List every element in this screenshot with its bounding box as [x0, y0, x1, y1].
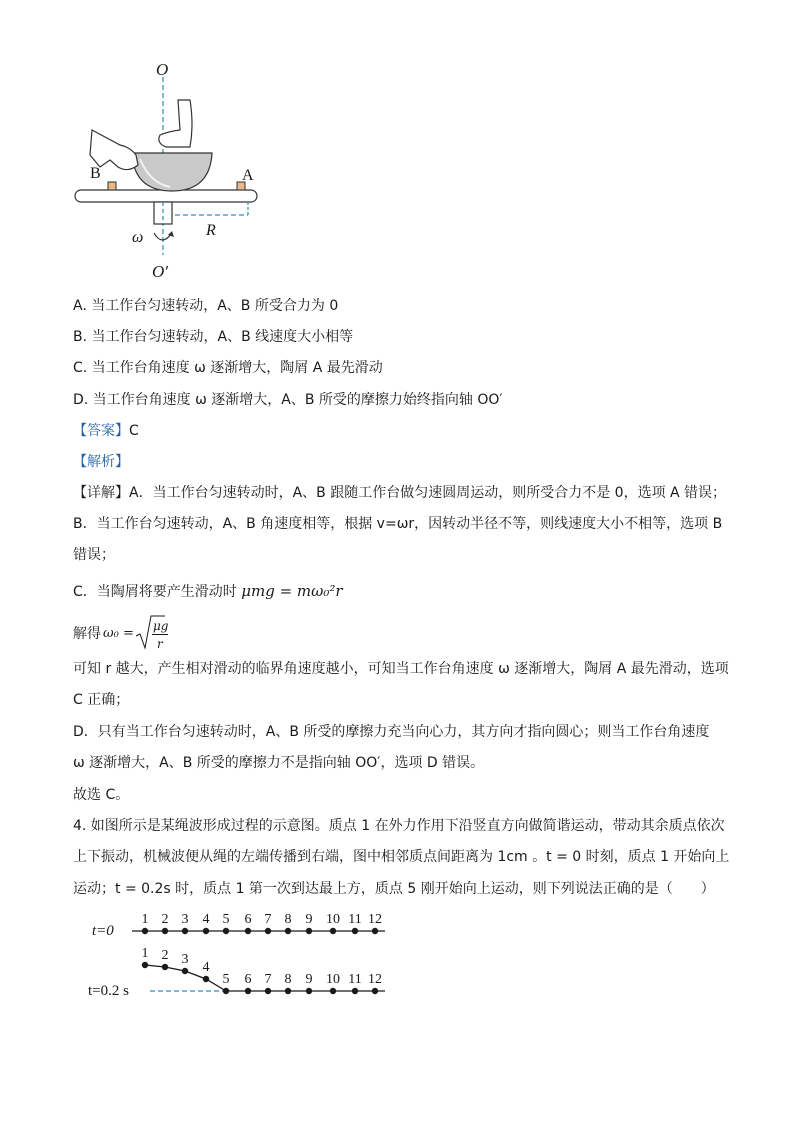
- particle-t02: [285, 988, 291, 994]
- particle-t02: [330, 988, 336, 994]
- particle-label-t02: 1: [141, 946, 149, 961]
- particle-label-t02: 2: [161, 948, 169, 963]
- particle-label-t0: 6: [244, 912, 252, 927]
- label-r: R: [206, 222, 216, 239]
- particle-label-t02: 4: [202, 960, 210, 975]
- rotating-table-diagram: [70, 55, 285, 285]
- particle-label-t0: 10: [326, 912, 340, 927]
- particle-label-t02: 5: [222, 972, 230, 987]
- particle-label-t0: 1: [141, 912, 149, 927]
- sqrt-numerator: μg: [153, 619, 169, 633]
- left-hand: [90, 130, 138, 170]
- answer-line: [73, 421, 139, 441]
- particle-label-t0: 9: [305, 912, 313, 927]
- detail-tag: 【详解】: [73, 485, 129, 501]
- particle-t0: [245, 928, 251, 934]
- particle-t0: [330, 928, 336, 934]
- particle-t0: [265, 928, 271, 934]
- particle-label-t0: 7: [264, 912, 272, 927]
- explanation-b-2: 错误；: [73, 547, 115, 563]
- particle-t02: [372, 988, 378, 994]
- particle-label-t02: 3: [181, 952, 189, 967]
- particle-t02: [203, 976, 209, 982]
- row-t02: [142, 946, 386, 994]
- explanation-c-3: 可知 r 越大，产生相对滑动的临界角速度越小，可知当工作台角速度 ω 逐渐增大，陶屑 A 最先滑动，选项: [73, 661, 729, 677]
- right-hand: [159, 100, 192, 147]
- particle-label-t02: 7: [264, 972, 272, 987]
- particle-label-t02: 12: [368, 972, 382, 987]
- particle-label-t02: 8: [284, 972, 292, 987]
- particle-t0: [306, 928, 312, 934]
- particle-t02: [352, 988, 358, 994]
- particle-label-t02: 11: [348, 972, 362, 987]
- particle-t0: [352, 928, 358, 934]
- row1-label: t=0: [92, 923, 114, 939]
- label-b: B: [90, 165, 101, 182]
- particle-label-t0: 4: [202, 912, 210, 927]
- particle-t02: [306, 988, 312, 994]
- particle-t0: [182, 928, 188, 934]
- question4-line1: 4. 如图所示是某绳波形成过程的示意图。质点 1 在外力作用下沿竖直方向做简谐运动，带动其余质点依次: [73, 818, 725, 834]
- option-c: C. 当工作台角速度 ω 逐渐增大，陶屑 A 最先滑动: [73, 360, 383, 376]
- particle-t02: [142, 962, 148, 968]
- bowl: [132, 153, 212, 191]
- particle-t02: [162, 964, 168, 970]
- option-a: A. 当工作台匀速转动，A、B 所受合力为 0: [73, 298, 339, 314]
- work-table: [75, 190, 257, 202]
- answer-value: C: [129, 423, 139, 439]
- particle-t02: [245, 988, 251, 994]
- particle-label-t0: 3: [181, 912, 189, 927]
- row-t0: [132, 912, 385, 934]
- option-b: B. 当工作台匀速转动，A、B 线速度大小相等: [73, 329, 354, 345]
- particle-label-t0: 11: [348, 912, 362, 927]
- answer-tag: 【答案】: [73, 423, 129, 439]
- formula-friction: μmg = mω₀²r: [241, 582, 343, 600]
- particle-t0: [372, 928, 378, 934]
- explanation-b-1: B．当工作台匀速转动，A、B 角速度相等，根据 v=ωr，因转动半径不等，则线速度大小不相等，选项 B: [73, 516, 723, 532]
- formula-omega-lhs: ω₀ =: [103, 626, 134, 641]
- explanation-c-4: C 正确；: [73, 692, 130, 708]
- label-omega: ω: [132, 229, 144, 246]
- particle-t0: [162, 928, 168, 934]
- solve-prefix: 解得: [73, 626, 101, 642]
- particle-t0: [223, 928, 229, 934]
- particle-t0: [142, 928, 148, 934]
- explanation-d-2: ω 逐渐增大，A、B 所受的摩擦力不是指向轴 OO′，选项 D 错误。: [73, 755, 485, 771]
- particle-t02: [223, 988, 229, 994]
- explanation-d-1: D．只有当工作台匀速转动时，A、B 所受的摩擦力充当向心力，其方向才指向圆心；则当工作台角速度: [73, 724, 710, 740]
- option-d: D. 当工作台角速度 ω 逐渐增大，A、B 所受的摩擦力始终指向轴 OO′: [73, 392, 503, 408]
- particle-label-t0: 8: [284, 912, 292, 927]
- particle-t02: [265, 988, 271, 994]
- label-o: O: [156, 60, 169, 79]
- explanation-c-1: [73, 581, 343, 602]
- label-o-prime: O′: [152, 262, 168, 281]
- question4-line3: 运动；t = 0.2s 时，质点 1 第一次到达最上方，质点 5 刚开始向上运动，则下列说法正确的是（ ）: [73, 881, 715, 897]
- analysis-tag: 【解析】: [73, 454, 129, 470]
- explanation-a-text: A．当工作台匀速转动时，A、B 跟随工作台做匀速圆周运动，则所受合力不是 0，选项 A 错误；: [129, 485, 727, 501]
- explanation-a: [73, 483, 726, 503]
- particle-label-t02: 6: [244, 972, 252, 987]
- particle-label-t0: 5: [222, 912, 230, 927]
- particle-label-t0: 2: [161, 912, 169, 927]
- particle-t0: [285, 928, 291, 934]
- rope-wave-diagram: [80, 905, 400, 1000]
- label-a: A: [242, 167, 254, 184]
- explanation-c-prefix: C．当陶屑将要产生滑动时: [73, 584, 237, 600]
- particle-label-t02: 9: [305, 972, 313, 987]
- particle-t0: [203, 928, 209, 934]
- particle-t02: [182, 968, 188, 974]
- clay-piece-b: [108, 182, 116, 190]
- question4-line2: 上下振动，机械波便从绳的左端传播到右端，图中相邻质点间距离为 1cm 。t = 0 时刻，质点 1 开始向上: [73, 849, 730, 865]
- row2-label: t=0.2 s: [88, 983, 129, 999]
- sqrt-denominator: r: [157, 637, 163, 651]
- particle-label-t0: 12: [368, 912, 382, 927]
- particle-label-t02: 10: [326, 972, 340, 987]
- conclusion: 故选 C。: [73, 787, 130, 803]
